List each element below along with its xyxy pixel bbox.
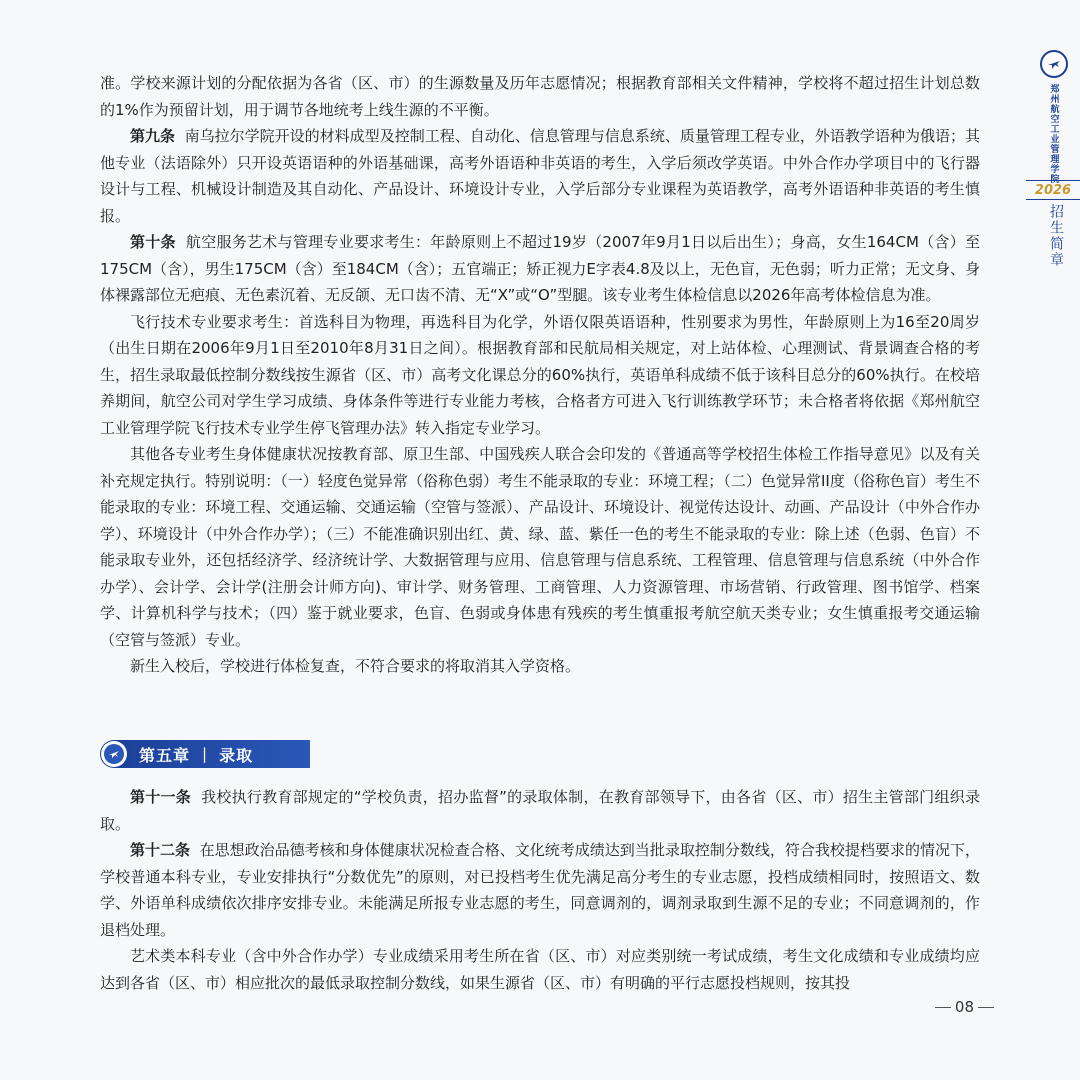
paragraph: 准。学校来源计划的分配依据为各省（区、市）的生源数量及历年志愿情况；根据教育部相关文件精神，学校将不超过招生计划总数的1%作为预留计划，用于调节各地统考上线生源的不平衡。: [100, 74, 980, 119]
guide-title-vertical: 招生简章: [1048, 204, 1064, 268]
school-name-vertical: 郑州航空工业管理学院: [1048, 84, 1059, 184]
clause-label: 第十条: [130, 233, 176, 251]
clause-label: 第十一条: [130, 788, 192, 806]
paragraph: 新生入校后，学校进行体检复查，不符合要求的将取消其入学资格。: [130, 657, 581, 675]
side-brand: [1028, 50, 1080, 184]
chapter-heading: [100, 740, 310, 768]
chapter-separator: |: [202, 745, 208, 763]
paragraph: 飞行技术专业要求考生：首选科目为物理，再选科目为化学，外语仅限英语语种，性别要求为男性，年龄原则上为16至20周岁（出生日期在2006年9月1日至2010年8月31日之间）。根据教育部和民航局相关规定，对上站体检、心理测试、背景调查合格的考生，招生录取最低控制分数线按生源省（区、市）高考文化课总分的60%执行，英语单科成绩不低于该科目总分的60%执行。在校培养期间，航空公司对学生学习成绩、身体条件等进行专业能力考核，合格者方可进入飞行训练教学环节；未合格者将依据《郑州航空工业管理学院飞行技术专业学生停飞管理办法》转入指定专业学习。: [100, 312, 980, 437]
chapter-circle: [101, 741, 127, 767]
chapter-number: 第五章: [139, 745, 191, 765]
clause-label: 第九条: [130, 127, 176, 145]
paragraph: 第九条 南乌拉尔学院开设的材料成型及控制工程、自动化、信息管理与信息系统、质量管理工程专业，外语教学语种为俄语；其他专业（法语除外）只开设英语语种的外语基础课，高考外语语种非英语的考生，入学后须改学英语。中外合作办学项目中的飞行器设计与工程、机械设计制造及其自动化、产品设计、环境设计专业，入学后部分专业课程为英语教学，高考外语语种非英语的考生慎报。: [100, 127, 980, 225]
paragraph: 第十一条 我校执行教育部规定的“学校负责，招办监督”的录取体制，在教育部领导下，由各省（区、市）招生主管部门组织录取。: [100, 788, 980, 833]
year-badge: 2026: [1026, 180, 1080, 200]
paragraph: 艺术类本科专业（含中外合作办学）专业成绩采用考生所在省（区、市）对应类别统一考试成绩，考生文化成绩和专业成绩均应达到各省（区、市）相应批次的最低录取控制分数线，如果生源省（区、市）有明确的平行志愿投档规则，按其投: [100, 947, 980, 992]
content-bottom: [100, 784, 980, 996]
content-top: [100, 70, 980, 680]
page-number: 08: [931, 998, 998, 1016]
clause-label: 第十二条: [130, 841, 191, 859]
paragraph: 第十二条 在思想政治品德考核和身体健康状况检查合格、文化统考成绩达到当批录取控制分数线，符合我校提档要求的情况下，学校普通本科专业，专业安排执行“分数优先”的原则，对已投档考生优先满足高分考生的专业志愿，投档成绩相同时，按照语文、数学、外语单科成绩依次排序安排专业。未能满足所报专业志愿的考生，同意调剂的，调剂录取到生源不足的专业；不同意调剂的，作退档处理。: [100, 841, 980, 939]
airplane-icon: [104, 744, 124, 764]
paragraph: 其他各专业考生身体健康状况按教育部、原卫生部、中国残疾人联合会印发的《普通高等学校招生体检工作指导意见》以及有关补充规定执行。特别说明：（一）轻度色觉异常（俗称色弱）考生不能录取的专业：环境工程；（二）色觉异常II度（俗称色盲）考生不能录取的专业：环境工程、交通运输、交通运输（空管与签派）、产品设计、环境设计、视觉传达设计、动画、产品设计（中外合作办学）、环境设计（中外合作办学）；（三）不能准确识别出红、黄、绿、蓝、紫任一色的考生不能录取的专业：除上述（色弱、色盲）不能录取专业外，还包括经济学、经济统计学、大数据管理与应用、信息管理与信息系统、工程管理、信息管理与信息系统（中外合作办学）、会计学、会计学(注册会计师方向)、审计学、财务管理、工商管理、人力资源管理、市场营销、行政管理、图书馆学、档案学、计算机科学与技术；（四）鉴于就业要求，色盲、色弱或身体患有残疾的考生慎重报考航空航天类专业；女生慎重报考交通运输（空管与签派）专业。: [100, 445, 980, 649]
school-logo-icon: [1040, 50, 1068, 78]
chapter-title: 录取: [219, 745, 254, 765]
paragraph: 第十条 航空服务艺术与管理专业要求考生：年龄原则上不超过19岁（2007年9月1日以后出生）；身高，女生164CM（含）至175CM（含），男生175CM（含）至184CM（含）；五官端正；矫正视力E字表4.8及以上，无色盲，无色弱；听力正常；无文身、身体裸露部位无疤痕、无色素沉着、无反颌、无口齿不清、无“X”或“O”型腿。该专业考生体检信息以2026年高考体检信息为准。: [100, 233, 980, 304]
